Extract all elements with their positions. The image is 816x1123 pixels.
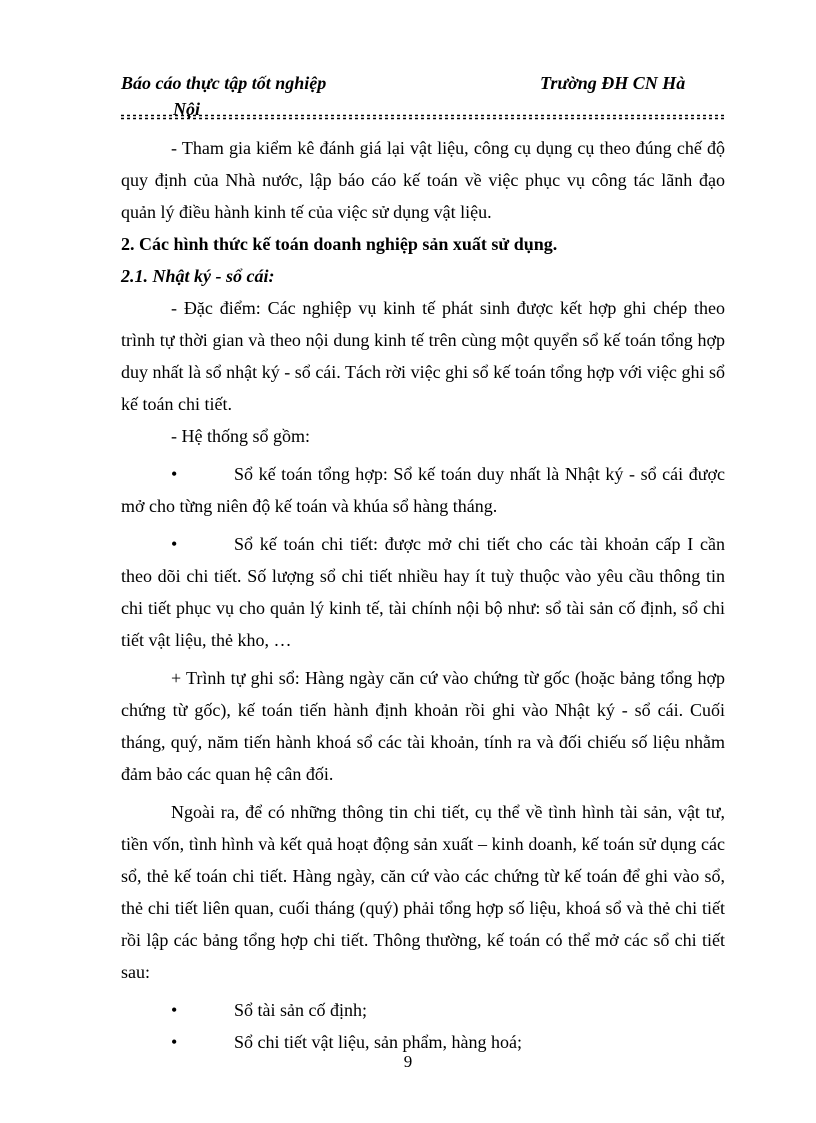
bullet-icon: • (171, 534, 178, 554)
bullet-icon: • (171, 1032, 178, 1052)
bullet-icon: • (171, 464, 178, 484)
list-item (121, 528, 725, 656)
header-left-line1: Báo cáo thực tập tốt nghiệp (121, 73, 327, 93)
paragraph-book-system: - Hệ thống sổ gồm: (171, 426, 310, 446)
paragraph-posting-order: + Trình tự ghi sổ: Hàng ngày căn cứ vào chứng từ gốc (hoặc bảng tổng hợp chứng từ gốc), kế toán tiến hành định khoản rồi ghi vào Nhật ký - sổ cái. Cuối tháng, quý, năm tiến hành khoá sổ các tài khoản, tính ra và đối chiếu số liệu nhằm đảm bảo các quan hệ cân đối. (121, 668, 725, 784)
list-item-text: Sổ kế toán chi tiết: được mở chi tiết cho các tài khoản cấp I cần theo dõi chi tiết. Số lượng sổ chi tiết nhiều hay ít tuỳ thuộc vào yêu cầu thông tin chi tiết phục vụ cho quản lý kinh tế, tài chính nội bộ như: sổ tài sản cố định, sổ chi tiết vật liệu, thẻ kho, … (121, 534, 725, 650)
list-item-text: Sổ tài sản cố định; (234, 1000, 367, 1020)
subsection-heading: 2.1. Nhật ký - sổ cái: (121, 266, 275, 286)
list-item-text: Sổ chi tiết vật liệu, sản phẩm, hàng hoá; (234, 1032, 522, 1052)
paragraph-detail-books: Ngoài ra, để có những thông tin chi tiết, cụ thể về tình hình tài sản, vật tư, tiền vốn, tình hình và kết quả hoạt động sản xuất – kinh doanh, kế toán sử dụng các sổ, thẻ kế toán chi tiết. Hàng ngày, căn cứ vào các chứng từ kế toán để ghi vào sổ, thẻ chi tiết liên quan, cuối tháng (quý) phải tổng hợp số liệu, khoá sổ và thẻ chi tiết rồi lập các bảng tổng hợp chi tiết. Thông thường, kế toán có thể mở các sổ chi tiết sau: (121, 802, 725, 982)
body-text (121, 132, 725, 1058)
header-left-line2: Nội (173, 99, 200, 119)
paragraph-features: - Đặc điểm: Các nghiệp vụ kinh tế phát sinh được kết hợp ghi chép theo trình tự thời gian và theo nội dung kinh tế trên cùng một quyển sổ kế toán tổng hợp duy nhất là sổ nhật ký - sổ cái. Tách rời việc ghi sổ kế toán tổng hợp với việc ghi sổ kế toán chi tiết. (121, 298, 725, 414)
page-number: 9 (403, 1052, 413, 1071)
header-rule (121, 114, 725, 120)
list-item (121, 458, 725, 522)
paragraph-duties: - Tham gia kiểm kê đánh giá lại vật liệu, công cụ dụng cụ theo đúng chế độ quy định của Nhà nước, lập báo cáo kế toán về việc phục vụ công tác lãnh đạo quản lý điều hành kinh tế của việc sử dụng vật liệu. (121, 138, 725, 222)
section-heading: 2. Các hình thức kế toán doanh nghiệp sản xuất sử dụng. (121, 234, 558, 254)
header-right: Trường ĐH CN Hà (540, 73, 686, 93)
list-item (121, 994, 725, 1026)
bullet-icon: • (171, 1000, 178, 1020)
list-item-text: Sổ kế toán tổng hợp: Sổ kế toán duy nhất là Nhật ký - sổ cái được mở cho từng niên độ kế toán và khúa sổ hàng tháng. (121, 464, 725, 516)
